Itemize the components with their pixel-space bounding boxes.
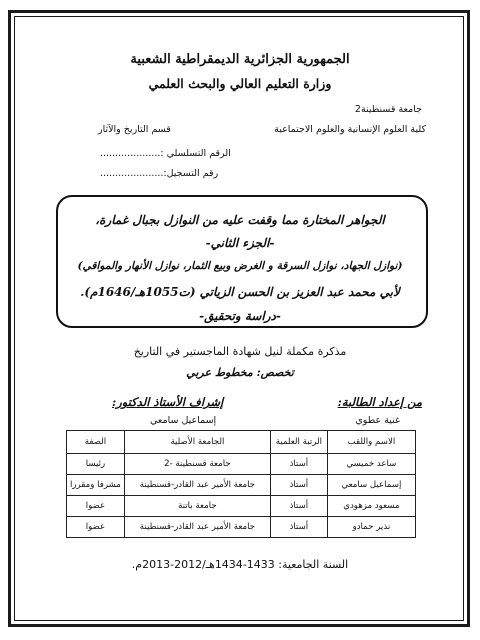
jury-header-university: الجامعة الأصلية xyxy=(124,431,270,454)
jury-member-role: عضوا xyxy=(67,496,125,517)
jury-member-role: عضوا xyxy=(67,517,125,538)
jury-row xyxy=(67,517,416,538)
jury-member-name: مسعود مزهودي xyxy=(327,496,415,517)
title-line-5: -دراسة وتحقيق- xyxy=(199,309,281,323)
jury-header-row xyxy=(67,431,416,454)
thesis-purpose: مذكرة مكملة لنيل شهادة الماجستير في التاريخ xyxy=(133,345,347,358)
title-line-1: الجواهر المختارة مما وقفت عليه من النوازل بجبال غمارة، xyxy=(95,213,385,227)
jury-row xyxy=(67,454,416,475)
serial-number-field: الرقم التسلسلي :.................... xyxy=(100,148,231,159)
faculty-name: كلية العلوم الإنسانية والعلوم الاجتماعية xyxy=(274,124,426,135)
title-line-4: لأبي محمد عبد العزيز بن الحسن الزياتي (ت1055هـ/1646م). xyxy=(80,285,400,299)
supervisor-name: إسماعيل سامعي xyxy=(150,415,217,426)
registration-number-field: رقم التسجيل:..................... xyxy=(100,168,219,179)
supervisor-label: إشراف الأستاذ الدكتور: xyxy=(112,395,224,409)
academic-year: السنة الجامعية: 1433-1434هـ/2012-2013م. xyxy=(131,558,349,571)
department-name: قسم التاريخ والآثار xyxy=(98,124,171,135)
jury-member-role: رئيسا xyxy=(67,454,125,475)
jury-member-rank: أستاذ xyxy=(270,454,327,475)
jury-member-rank: أستاذ xyxy=(270,517,327,538)
jury-member-university: جامعة الأمير عبد القادر-قسنطينة xyxy=(124,475,270,496)
jury-member-university: جامعة الأمير عبد القادر-قسنطينة xyxy=(124,517,270,538)
jury-member-name: ساعد خميسي xyxy=(327,454,415,475)
ministry-heading: وزارة التعليم العالي والبحث العلمي xyxy=(148,76,332,91)
jury-member-role: مشرفا ومقررا xyxy=(67,475,125,496)
republic-heading: الجمهورية الجزائرية الديمقراطية الشعبية xyxy=(130,52,350,67)
jury-header-name: الاسم واللقب xyxy=(327,431,415,454)
title-line-2: -الجزء الثاني- xyxy=(205,236,275,250)
student-name: غنية عطوي xyxy=(355,415,400,426)
student-label: من إعداد الطالبة: xyxy=(337,395,422,409)
jury-member-university: جامعة قسنطينة -2 xyxy=(124,454,270,475)
university-name: جامعة قسنطينة2 xyxy=(354,104,422,115)
jury-member-rank: أستاذ xyxy=(270,496,327,517)
jury-member-name: إسماعيل سامعي xyxy=(327,475,415,496)
jury-row xyxy=(67,475,416,496)
title-line-3: (نوازل الجهاد، نوازل السرقة و الغرض وبيع الثمار، نوازل الأنهار والمواقي) xyxy=(77,260,403,272)
jury-row xyxy=(67,496,416,517)
jury-header-rank: الرتبة العلمية xyxy=(270,431,327,454)
jury-member-name: نذير حمادو xyxy=(327,517,415,538)
jury-header-role: الصفة xyxy=(67,431,125,454)
jury-table xyxy=(66,430,416,538)
thesis-specialty: تخصص: مخطوط عربي xyxy=(186,366,294,379)
jury-member-university: جامعة باتنة xyxy=(124,496,270,517)
jury-member-rank: أستاذ xyxy=(270,475,327,496)
